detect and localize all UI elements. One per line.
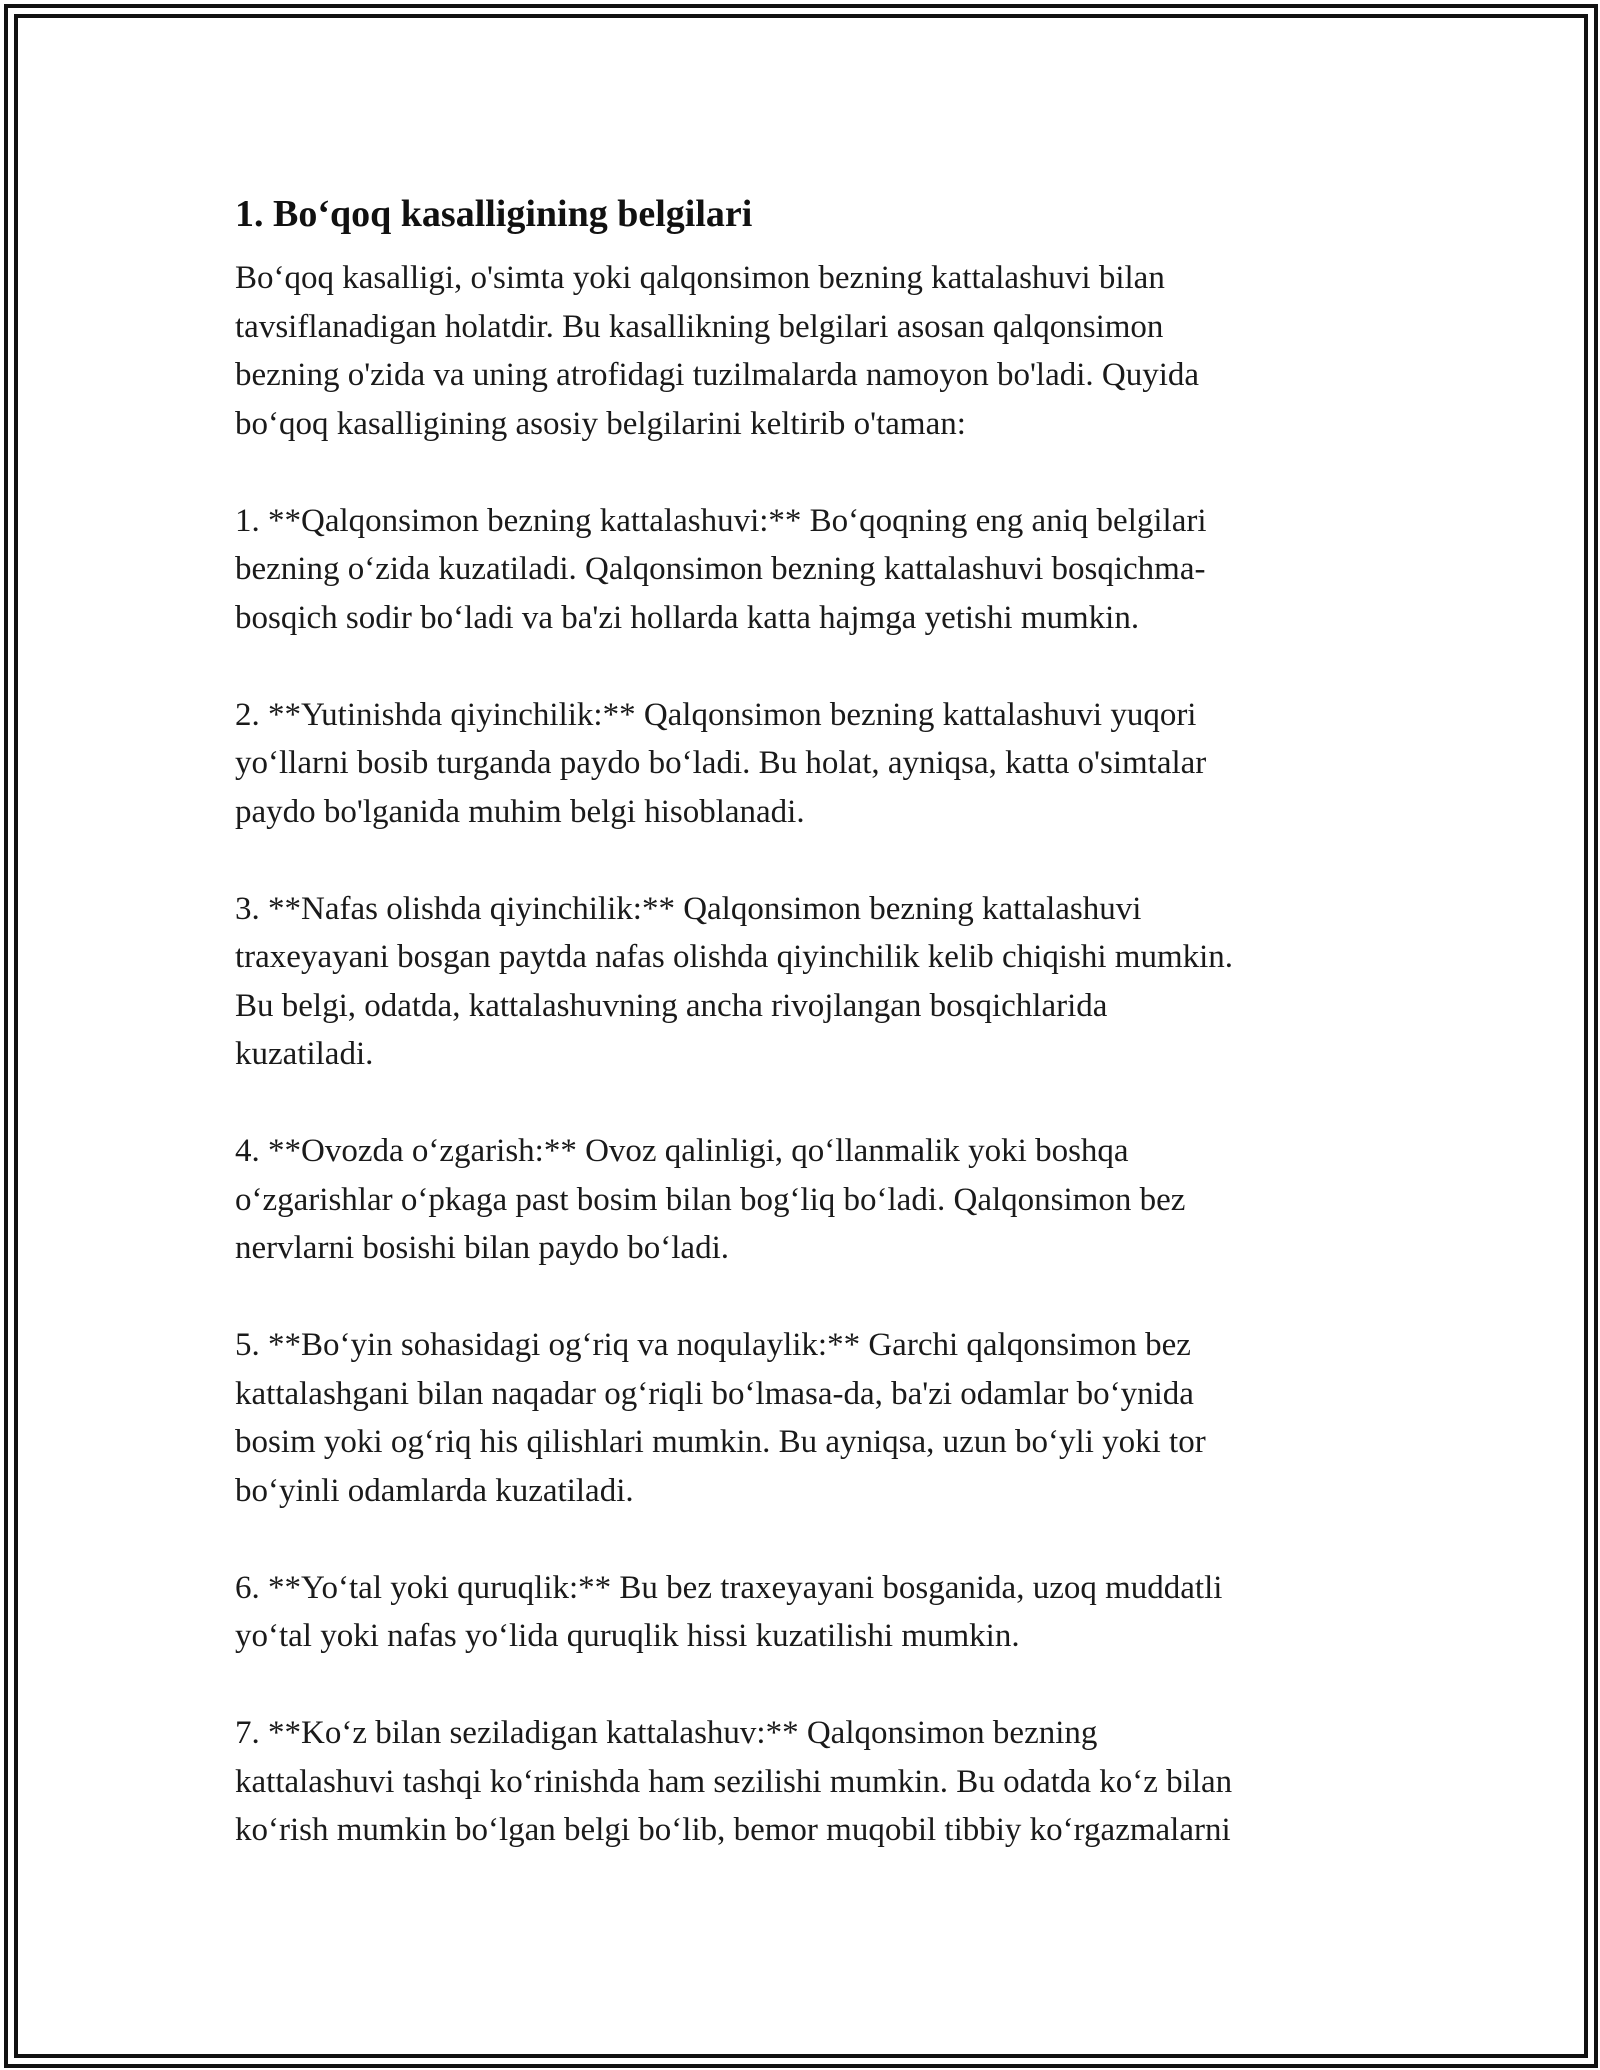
- symptom-paragraph-5: 5. **Bo‘yin sohasidagi og‘riq va noqulaylik:** Garchi qalqonsimon bez kattalashgani bilan naqadar og‘riqli bo‘lmasa-da, ba'zi odamlar bo‘ynida bosim yoki og‘riq his qilishlari mumkin. Bu ayniqsa, uzun bo‘yli yoki tor bo‘yinli odamlarda kuzatiladi.: [235, 1327, 1206, 1509]
- symptom-paragraph-6: 6. **Yo‘tal yoki quruqlik:** Bu bez traxeyayani bosganida, uzoq muddatli yo‘tal yoki nafas yo‘lida quruqlik hissi kuzatilishi mumkin.: [235, 1569, 1223, 1654]
- symptom-paragraph-1: 1. **Qalqonsimon bezning kattalashuvi:** Bo‘qoqning eng aniq belgilari bezning o‘zida kuzatiladi. Qalqonsimon bezning kattalashuvi bosqichma- bosqich sodir bo‘ladi va ba'zi hollarda katta hajmga yetishi mumkin.: [235, 502, 1207, 636]
- section-heading: 1. Bo‘qoq kasalligining belgilari: [235, 193, 753, 235]
- symptom-paragraph-3: 3. **Nafas olishda qiyinchilik:** Qalqonsimon bezning kattalashuvi traxeyayani bosgan paytda nafas olishda qiyinchilik kelib chiqishi mumkin. Bu belgi, odatda, kattalashuvning ancha rivojlangan bosqichlarida kuzatiladi.: [235, 890, 1234, 1072]
- symptom-paragraph-2: 2. **Yutinishda qiyinchilik:** Qalqonsimon bezning kattalashuvi yuqori yo‘llarni bosib turganda paydo bo‘ladi. Bu holat, ayniqsa, katta o'simtalar paydo bo'lganida muhim belgi hisoblanadi.: [235, 696, 1207, 830]
- document-body: [235, 188, 1365, 1903]
- intro-paragraph: Bo‘qoq kasalligi, o'simta yoki qalqonsimon bezning kattalashuvi bilan tavsiflanadigan holatdir. Bu kasallikning belgilari asosan qalqonsimon bezning o'zida va uning atrofidagi tuzilmalarda namoyon bo'ladi. Quyida bo‘qoq kasalligining asosiy belgilarini keltirib o'taman:: [235, 260, 1200, 442]
- symptom-paragraph-4: 4. **Ovozda o‘zgarish:** Ovoz qalinligi, qo‘llanmalik yoki boshqa o‘zgarishlar o‘pkaga past bosim bilan bog‘liq bo‘ladi. Qalqonsimon bez nervlarni bosishi bilan paydo bo‘ladi.: [235, 1133, 1186, 1266]
- symptom-paragraph-7: 7. **Ko‘z bilan seziladigan kattalashuv:** Qalqonsimon bezning kattalashuvi tashqi ko‘rinishda ham sezilishi mumkin. Bu odatda ko‘z bilan ko‘rish mumkin bo‘lgan belgi bo‘lib, bemor muqobil tibbiy ko‘rgazmalarni: [235, 1715, 1233, 1848]
